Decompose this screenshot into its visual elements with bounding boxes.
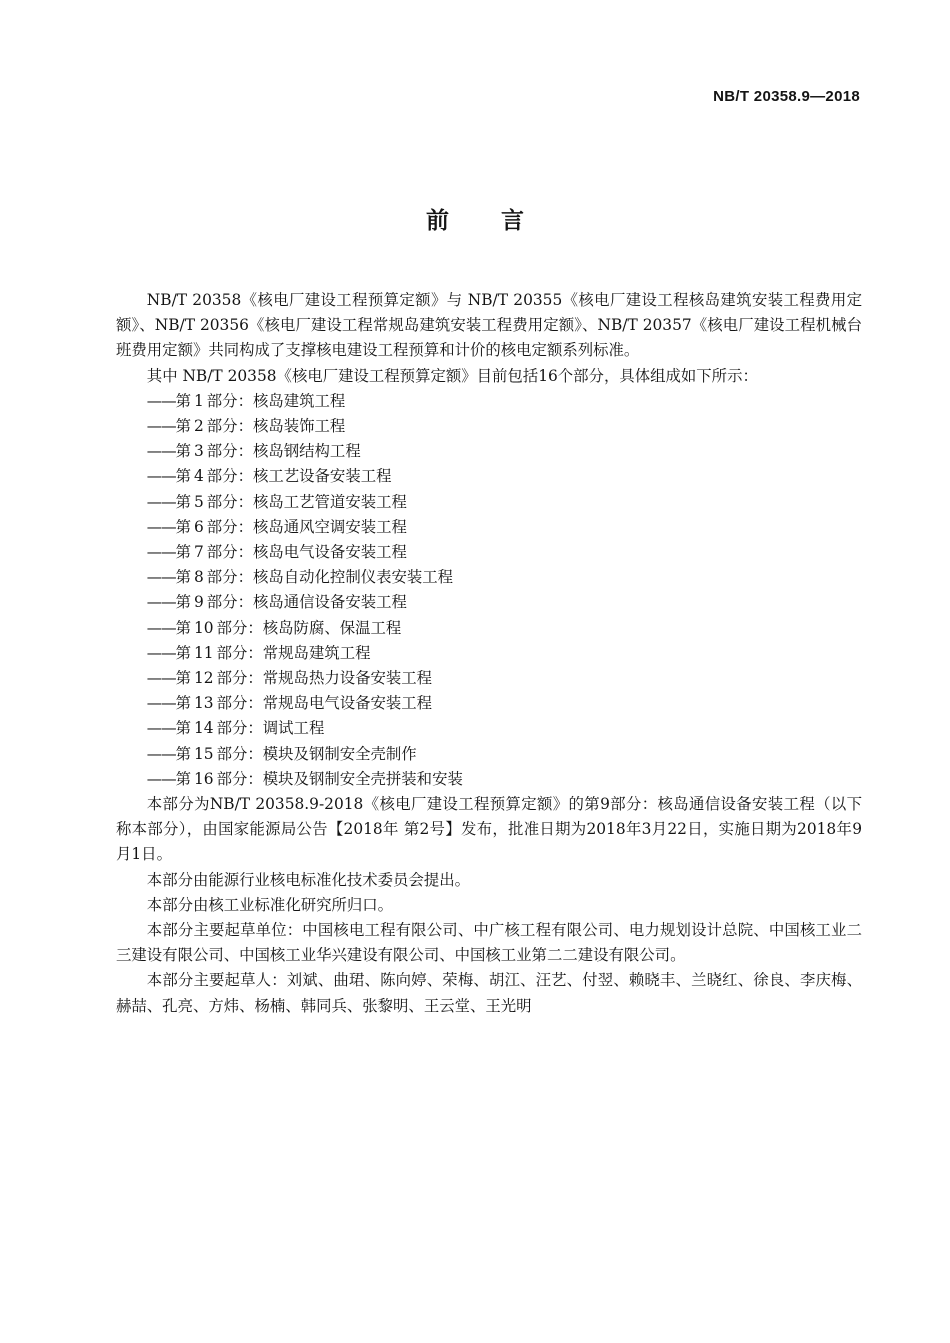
part-number: 8 xyxy=(193,568,204,587)
part-dash: —— xyxy=(146,442,176,461)
part-number: 10 xyxy=(193,618,214,637)
part-prefix: 第 xyxy=(175,719,191,738)
page-title: 前 言 xyxy=(425,208,546,234)
part-list-item xyxy=(116,515,862,540)
part-dash: —— xyxy=(146,543,176,562)
part-list-item xyxy=(116,490,862,515)
part-name: 核岛通风空调安装工程 xyxy=(252,517,407,536)
proposer-paragraph: 本部分由能源行业核电标准化技术委员会提出。 xyxy=(146,870,471,889)
part-name: 核岛通信设备安装工程 xyxy=(252,593,407,612)
part-suffix: 部分： xyxy=(216,744,263,763)
part-prefix: 第 xyxy=(175,391,191,410)
part-list-item xyxy=(116,590,862,615)
part-name: 核工艺设备安装工程 xyxy=(252,467,392,486)
part-number: 12 xyxy=(193,669,214,688)
part-list-item xyxy=(116,691,862,716)
part-number: 1 xyxy=(193,391,204,410)
drafters-paragraph: 本部分主要起草人：刘斌、曲珺、陈向婷、荣梅、胡江、汪艺、付翌、赖晓丰、兰晓红、徐良、李庆梅、赫喆、孔亮、方炜、杨楠、韩同兵、张黎明、王云堂、王光明 xyxy=(116,971,862,1015)
part-suffix: 部分： xyxy=(206,417,253,436)
part-dash: —— xyxy=(146,719,176,738)
part-suffix: 部分： xyxy=(206,467,253,486)
part-number: 4 xyxy=(193,467,204,486)
part-prefix: 第 xyxy=(175,694,191,713)
part-suffix: 部分： xyxy=(216,618,263,637)
part-list-item xyxy=(116,616,862,641)
part-number: 7 xyxy=(193,543,204,562)
part-number: 15 xyxy=(193,744,214,763)
part-prefix: 第 xyxy=(175,643,191,662)
part-list-item xyxy=(116,540,862,565)
part-dash: —— xyxy=(146,643,176,662)
part-dash: —— xyxy=(146,568,176,587)
part-name: 核岛防腐、保温工程 xyxy=(262,618,402,637)
intro-paragraph: NB/T 20358《核电厂建设工程预算定额》与 NB/T 20355《核电厂建设工程核岛建筑安装工程费用定额》、NB/T 20356《核电厂建设工程常规岛建筑安装工程费用定额》、NB/T 20357《核电厂建设工程机械台班费用定额》共同构成了支撑核电建设工程预算和计价的核电定额系列标准。 xyxy=(116,291,862,360)
part-number: 11 xyxy=(193,643,214,662)
part-suffix: 部分： xyxy=(206,517,253,536)
part-name: 模块及钢制安全壳制作 xyxy=(262,744,417,763)
part-dash: —— xyxy=(146,467,176,486)
part-name: 核岛电气设备安装工程 xyxy=(252,543,407,562)
part-prefix: 第 xyxy=(175,669,191,688)
part-number: 5 xyxy=(193,492,204,511)
part-name: 核岛钢结构工程 xyxy=(252,442,361,461)
part-number: 6 xyxy=(193,517,204,536)
part-prefix: 第 xyxy=(175,417,191,436)
part-list-item xyxy=(116,414,862,439)
part-dash: —— xyxy=(146,669,176,688)
part-suffix: 部分： xyxy=(216,769,263,788)
part-dash: —— xyxy=(146,618,176,637)
part-list-item xyxy=(116,716,862,741)
part-suffix: 部分： xyxy=(206,593,253,612)
part-list-item xyxy=(116,464,862,489)
part-name: 常规岛电气设备安装工程 xyxy=(262,694,433,713)
part-number: 13 xyxy=(193,694,214,713)
part-prefix: 第 xyxy=(175,744,191,763)
foreword-body xyxy=(116,288,862,1019)
part-dash: —— xyxy=(146,744,176,763)
part-prefix: 第 xyxy=(175,618,191,637)
part-list-item xyxy=(116,641,862,666)
part-number: 16 xyxy=(193,769,214,788)
part-list-item xyxy=(116,767,862,792)
part-dash: —— xyxy=(146,593,176,612)
part-number: 14 xyxy=(193,719,214,738)
composition-paragraph: 其中 NB/T 20358《核电厂建设工程预算定额》目前包括16个部分，具体组成如下所示： xyxy=(146,366,758,385)
part-suffix: 部分： xyxy=(216,694,263,713)
part-suffix: 部分： xyxy=(216,719,263,738)
standard-code: NB/T 20358.9—2018 xyxy=(713,88,860,105)
part-prefix: 第 xyxy=(175,568,191,587)
part-list-item xyxy=(116,666,862,691)
part-number: 9 xyxy=(193,593,204,612)
release-paragraph: 本部分为NB/T 20358.9-2018《核电厂建设工程预算定额》的第9部分：核岛通信设备安装工程（以下称本部分），由国家能源局公告【2018年 第2号】发布，批准日期为2018年3月22日，实施日期为2018年9月1日。 xyxy=(116,795,862,864)
part-name: 核岛装饰工程 xyxy=(252,417,346,436)
part-name: 调试工程 xyxy=(262,719,325,738)
part-list-item xyxy=(116,742,862,767)
part-list-item xyxy=(116,439,862,464)
part-list-item xyxy=(116,389,862,414)
part-suffix: 部分： xyxy=(206,442,253,461)
part-name: 模块及钢制安全壳拼装和安装 xyxy=(262,769,463,788)
part-dash: —— xyxy=(146,492,176,511)
part-dash: —— xyxy=(146,517,176,536)
part-suffix: 部分： xyxy=(206,568,253,587)
part-name: 核岛自动化控制仪表安装工程 xyxy=(252,568,454,587)
part-prefix: 第 xyxy=(175,467,191,486)
custodian-paragraph: 本部分由核工业标准化研究所归口。 xyxy=(146,895,394,914)
part-suffix: 部分： xyxy=(206,492,253,511)
part-prefix: 第 xyxy=(175,769,191,788)
part-name: 常规岛热力设备安装工程 xyxy=(262,669,433,688)
part-suffix: 部分： xyxy=(206,543,253,562)
part-name: 核岛工艺管道安装工程 xyxy=(252,492,407,511)
part-number: 2 xyxy=(193,417,204,436)
part-suffix: 部分： xyxy=(206,391,253,410)
part-dash: —— xyxy=(146,769,176,788)
part-list-item xyxy=(116,565,862,590)
part-number: 3 xyxy=(193,442,204,461)
part-name: 常规岛建筑工程 xyxy=(262,643,371,662)
part-dash: —— xyxy=(146,694,176,713)
part-prefix: 第 xyxy=(175,543,191,562)
part-name: 核岛建筑工程 xyxy=(252,391,346,410)
part-prefix: 第 xyxy=(175,593,191,612)
part-dash: —— xyxy=(146,417,176,436)
part-suffix: 部分： xyxy=(216,643,263,662)
part-prefix: 第 xyxy=(175,442,191,461)
part-prefix: 第 xyxy=(175,517,191,536)
parts-list xyxy=(116,389,862,792)
part-prefix: 第 xyxy=(175,492,191,511)
part-suffix: 部分： xyxy=(216,669,263,688)
part-dash: —— xyxy=(146,391,176,410)
drafting-units-paragraph: 本部分主要起草单位：中国核电工程有限公司、中广核工程有限公司、电力规划设计总院、中国核工业二三建设有限公司、中国核工业华兴建设有限公司、中国核工业第二二建设有限公司。 xyxy=(116,921,862,965)
